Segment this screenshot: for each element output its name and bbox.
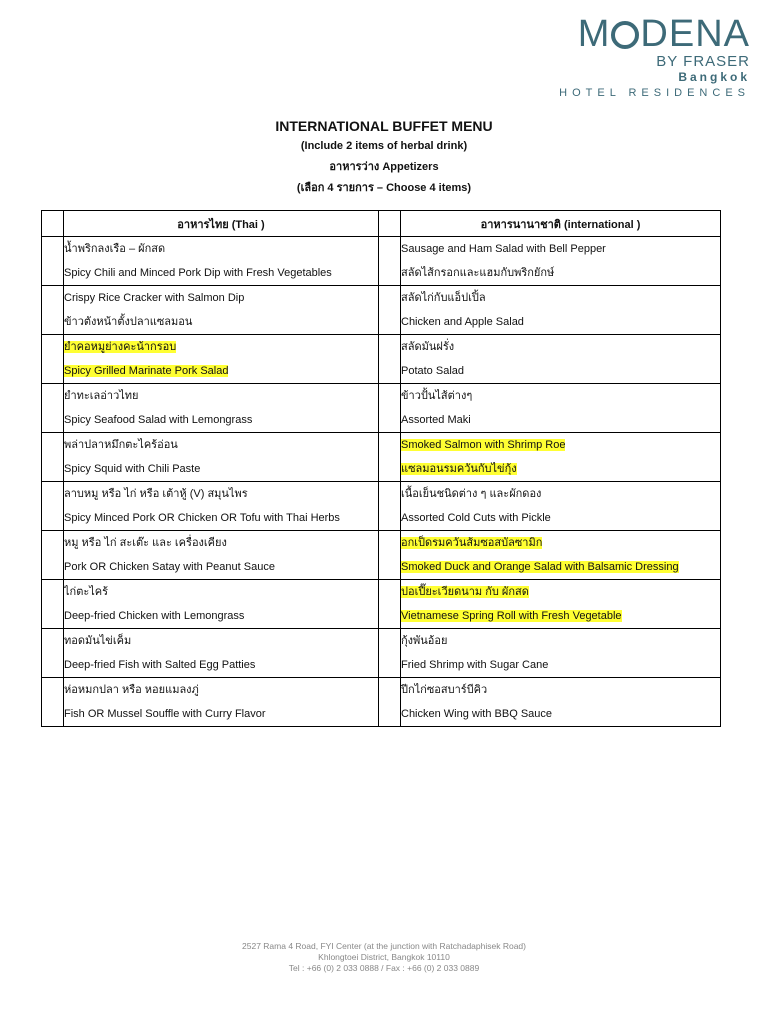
- dish-line: น้ำพริกลงเรือ – ผักสด: [64, 243, 166, 255]
- intl-dish: [401, 335, 721, 384]
- dish-line: Fried Shrimp with Sugar Cane: [401, 659, 549, 671]
- row-spacer: [42, 237, 64, 286]
- thai-dish: [64, 286, 379, 335]
- highlighted-text: ปอเปี๊ยะเวียดนาม กับ ผักสด: [401, 586, 529, 598]
- thai-dish: [64, 629, 379, 678]
- logo-brand-rest: DENA: [640, 13, 750, 55]
- thai-dish: [64, 384, 379, 433]
- dish-line: ข้าวตังหน้าตั้งปลาแซลมอน: [64, 316, 193, 328]
- row-spacer: [379, 629, 401, 678]
- header-spacer: [42, 211, 64, 237]
- row-spacer: [42, 482, 64, 531]
- row-spacer: [379, 286, 401, 335]
- dish-line: Assorted Maki: [401, 414, 471, 426]
- logo-by-fraser: BY FRASER: [656, 53, 750, 70]
- dish-line: ลาบหมู หรือ ไก่ หรือ เต้าหู้ (V) สมุนไพร: [64, 488, 248, 500]
- intl-dish: [401, 237, 721, 286]
- dish-line: Chicken Wing with BBQ Sauce: [401, 708, 553, 720]
- row-spacer: [42, 531, 64, 580]
- table-row: [42, 629, 721, 678]
- highlighted-text: Smoked Salmon with Shrimp Roe: [401, 439, 566, 451]
- intl-dish: [401, 678, 721, 727]
- logo-ring-icon: [611, 21, 639, 49]
- intl-dish: [401, 384, 721, 433]
- thai-dish: [64, 433, 379, 482]
- logo-wordmark: [559, 14, 750, 54]
- thai-dish: [64, 678, 379, 727]
- dish-line: ทอดมันไข่เค็ม: [64, 635, 132, 647]
- intl-dish: [401, 580, 721, 629]
- table-row: [42, 531, 721, 580]
- table-row: [42, 678, 721, 727]
- contact-line: Tel : +66 (0) 2 033 0888 / Fax : +66 (0) 2 033 0889: [288, 963, 480, 973]
- intl-dish: [401, 531, 721, 580]
- row-spacer: [379, 580, 401, 629]
- row-spacer: [379, 531, 401, 580]
- district-line: Khlongtoei District, Bangkok 10110: [318, 952, 450, 962]
- dish-line: ข้าวปั้นไส้ต่างๆ: [401, 390, 473, 402]
- dish-line: เนื้อเย็นชนิดต่าง ๆ และผักดอง: [401, 488, 542, 500]
- dish-line: [64, 359, 378, 383]
- highlighted-text: ยำคอหมูย่างคะน้ากรอบ: [64, 341, 177, 353]
- dish-line: ห่อหมกปลา หรือ หอยแมลงภู่: [64, 684, 199, 696]
- header-international: อาหารนานาชาติ (international ): [401, 211, 721, 237]
- dish-line: Sausage and Ham Salad with Bell Pepper: [401, 243, 606, 255]
- table-row: [42, 580, 721, 629]
- dish-line: สลัดไส้กรอกและแฮมกับพริกยักษ์: [401, 267, 555, 279]
- highlighted-text: Spicy Grilled Marinate Pork Salad: [64, 365, 229, 377]
- dish-line: Deep-fried Chicken with Lemongrass: [64, 610, 245, 622]
- dish-line: สลัดไก่กับแอ็ปเปิ้ล: [401, 292, 486, 304]
- dish-line: ปีกไก่ซอสบาร์บีคิว: [401, 684, 488, 696]
- address-line: 2527 Rama 4 Road, FYI Center (at the junction with Ratchadaphisek Road): [242, 941, 526, 951]
- dish-line: [401, 604, 720, 628]
- table-row: [42, 384, 721, 433]
- row-spacer: [379, 433, 401, 482]
- dish-line: พล่าปลาหมึกตะไคร้อ่อน: [64, 439, 178, 451]
- header-spacer: [379, 211, 401, 237]
- row-spacer: [42, 433, 64, 482]
- dish-line: [401, 580, 720, 604]
- thai-dish: [64, 531, 379, 580]
- table-row: [42, 433, 721, 482]
- dish-line: Potato Salad: [401, 365, 464, 377]
- row-spacer: [42, 335, 64, 384]
- row-spacer: [42, 678, 64, 727]
- dish-line: Spicy Minced Pork OR Chicken OR Tofu with Thai Herbs: [64, 512, 340, 524]
- highlighted-text: Smoked Duck and Orange Salad with Balsamic Dressing: [401, 561, 679, 573]
- header-thai: อาหารไทย (Thai ): [64, 211, 379, 237]
- row-spacer: [42, 580, 64, 629]
- menu-section: อาหารว่าง Appetizers: [329, 161, 439, 173]
- highlighted-text: แซลมอนรมควันกับไข่กุ้ง: [401, 463, 517, 475]
- intl-dish: [401, 482, 721, 531]
- thai-dish: [64, 482, 379, 531]
- row-spacer: [379, 384, 401, 433]
- thai-dish: [64, 335, 379, 384]
- dish-line: สลัดมันฝรั่ง: [401, 341, 455, 353]
- logo-brand-m: M: [577, 13, 611, 55]
- dish-line: Chicken and Apple Salad: [401, 316, 524, 328]
- intl-dish: [401, 629, 721, 678]
- dish-line: Deep-fried Fish with Salted Egg Patties: [64, 659, 256, 671]
- hotel-address-footer: [0, 941, 768, 974]
- dish-line: [64, 335, 378, 359]
- menu-choose-note: (เลือก 4 รายการ – Choose 4 items): [296, 182, 472, 194]
- row-spacer: [42, 286, 64, 335]
- dish-line: Fish OR Mussel Souffle with Curry Flavor: [64, 708, 266, 720]
- dish-line: [401, 555, 720, 579]
- row-spacer: [42, 384, 64, 433]
- thai-dish: [64, 237, 379, 286]
- dish-line: [401, 433, 720, 457]
- row-spacer: [379, 678, 401, 727]
- dish-line: Pork OR Chicken Satay with Peanut Sauce: [64, 561, 275, 573]
- intl-dish: [401, 286, 721, 335]
- dish-line: [401, 531, 720, 555]
- dish-line: หมู หรือ ไก่ สะเต๊ะ และ เครื่องเคียง: [64, 537, 227, 549]
- highlighted-text: Vietnamese Spring Roll with Fresh Vegetable: [401, 610, 622, 622]
- dish-line: Spicy Chili and Minced Pork Dip with Fresh Vegetables: [64, 267, 332, 279]
- intl-dish: [401, 433, 721, 482]
- table-header-row: [42, 211, 721, 237]
- table-row: [42, 286, 721, 335]
- menu-title: INTERNATIONAL BUFFET MENU: [275, 118, 493, 134]
- row-spacer: [379, 482, 401, 531]
- logo-city: Bangkok: [678, 70, 750, 84]
- dish-line: Assorted Cold Cuts with Pickle: [401, 512, 551, 524]
- dish-line: Crispy Rice Cracker with Salmon Dip: [64, 292, 245, 304]
- table-row: [42, 237, 721, 286]
- row-spacer: [42, 629, 64, 678]
- table-row: [42, 482, 721, 531]
- dish-line: ยำทะเลอ่าวไทย: [64, 390, 139, 402]
- row-spacer: [379, 237, 401, 286]
- thai-dish: [64, 580, 379, 629]
- appetizer-table: [41, 210, 721, 727]
- dish-line: Spicy Seafood Salad with Lemongrass: [64, 414, 253, 426]
- row-spacer: [379, 335, 401, 384]
- dish-line: ไก่ตะไคร้: [64, 586, 109, 598]
- menu-subtitle: (Include 2 items of herbal drink): [300, 140, 468, 152]
- logo-subtitle: HOTEL RESIDENCES: [559, 87, 750, 99]
- menu-heading: [0, 116, 768, 199]
- highlighted-text: อกเป็ดรมควันส้มซอสบัลซามิก: [401, 537, 543, 549]
- table-row: [42, 335, 721, 384]
- hotel-logo: [559, 14, 750, 100]
- dish-line: [401, 457, 720, 481]
- dish-line: Spicy Squid with Chili Paste: [64, 463, 201, 475]
- dish-line: กุ้งพันอ้อย: [401, 635, 448, 647]
